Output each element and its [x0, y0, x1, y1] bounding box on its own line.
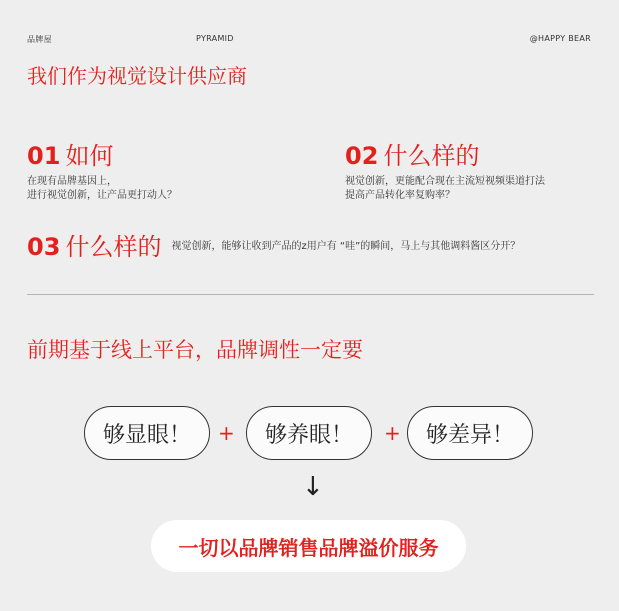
main-title: 我们作为视觉设计供应商 — [27, 64, 247, 88]
header-handle: @HAPPY BEAR — [529, 34, 591, 43]
point-01 — [27, 136, 177, 203]
point-desc — [172, 236, 521, 254]
point-heading — [27, 227, 162, 262]
point-title: 什么样的 — [383, 142, 480, 170]
point-title: 什么样的 — [65, 233, 162, 261]
plus-sign: + — [384, 421, 401, 445]
point-desc-line: 视觉创新，能够让收到产品的z用户有 “哇”的瞬间，马上与其他调料酱区分开？ — [171, 240, 521, 252]
point-02 — [345, 136, 545, 203]
pill-different: 够差异！ — [407, 406, 533, 460]
point-heading — [27, 136, 177, 171]
point-desc-line: 视觉创新，更能配合现在主流短视频渠道打法 — [345, 176, 545, 187]
arrow-down-icon: ↓ — [302, 472, 324, 502]
pill-pleasing: 够养眼！ — [246, 406, 372, 460]
point-desc-line: 提高产品转化率复购率？ — [345, 190, 455, 201]
point-number: 01 — [27, 142, 61, 170]
point-desc — [345, 175, 545, 203]
point-number: 02 — [345, 142, 379, 170]
section-title: 前期基于线上平台，品牌调性一定要 — [27, 338, 363, 362]
point-heading — [345, 136, 545, 171]
point-number: 03 — [27, 233, 61, 261]
result-banner: 一切以品牌销售品牌溢价服务 — [151, 520, 466, 572]
header-center: PYRAMID — [196, 34, 234, 43]
point-03 — [27, 227, 520, 262]
point-desc-line: 在现有品牌基因上， — [27, 176, 117, 187]
plus-sign: + — [218, 421, 235, 445]
header-brand: 品牌屋 — [27, 35, 52, 44]
point-desc-line: 进行视觉创新，让产品更打动人？ — [27, 190, 177, 201]
divider — [27, 294, 594, 295]
point-title: 如何 — [65, 142, 114, 170]
point-desc — [27, 175, 177, 203]
pill-eye-catching: 够显眼！ — [84, 406, 210, 460]
